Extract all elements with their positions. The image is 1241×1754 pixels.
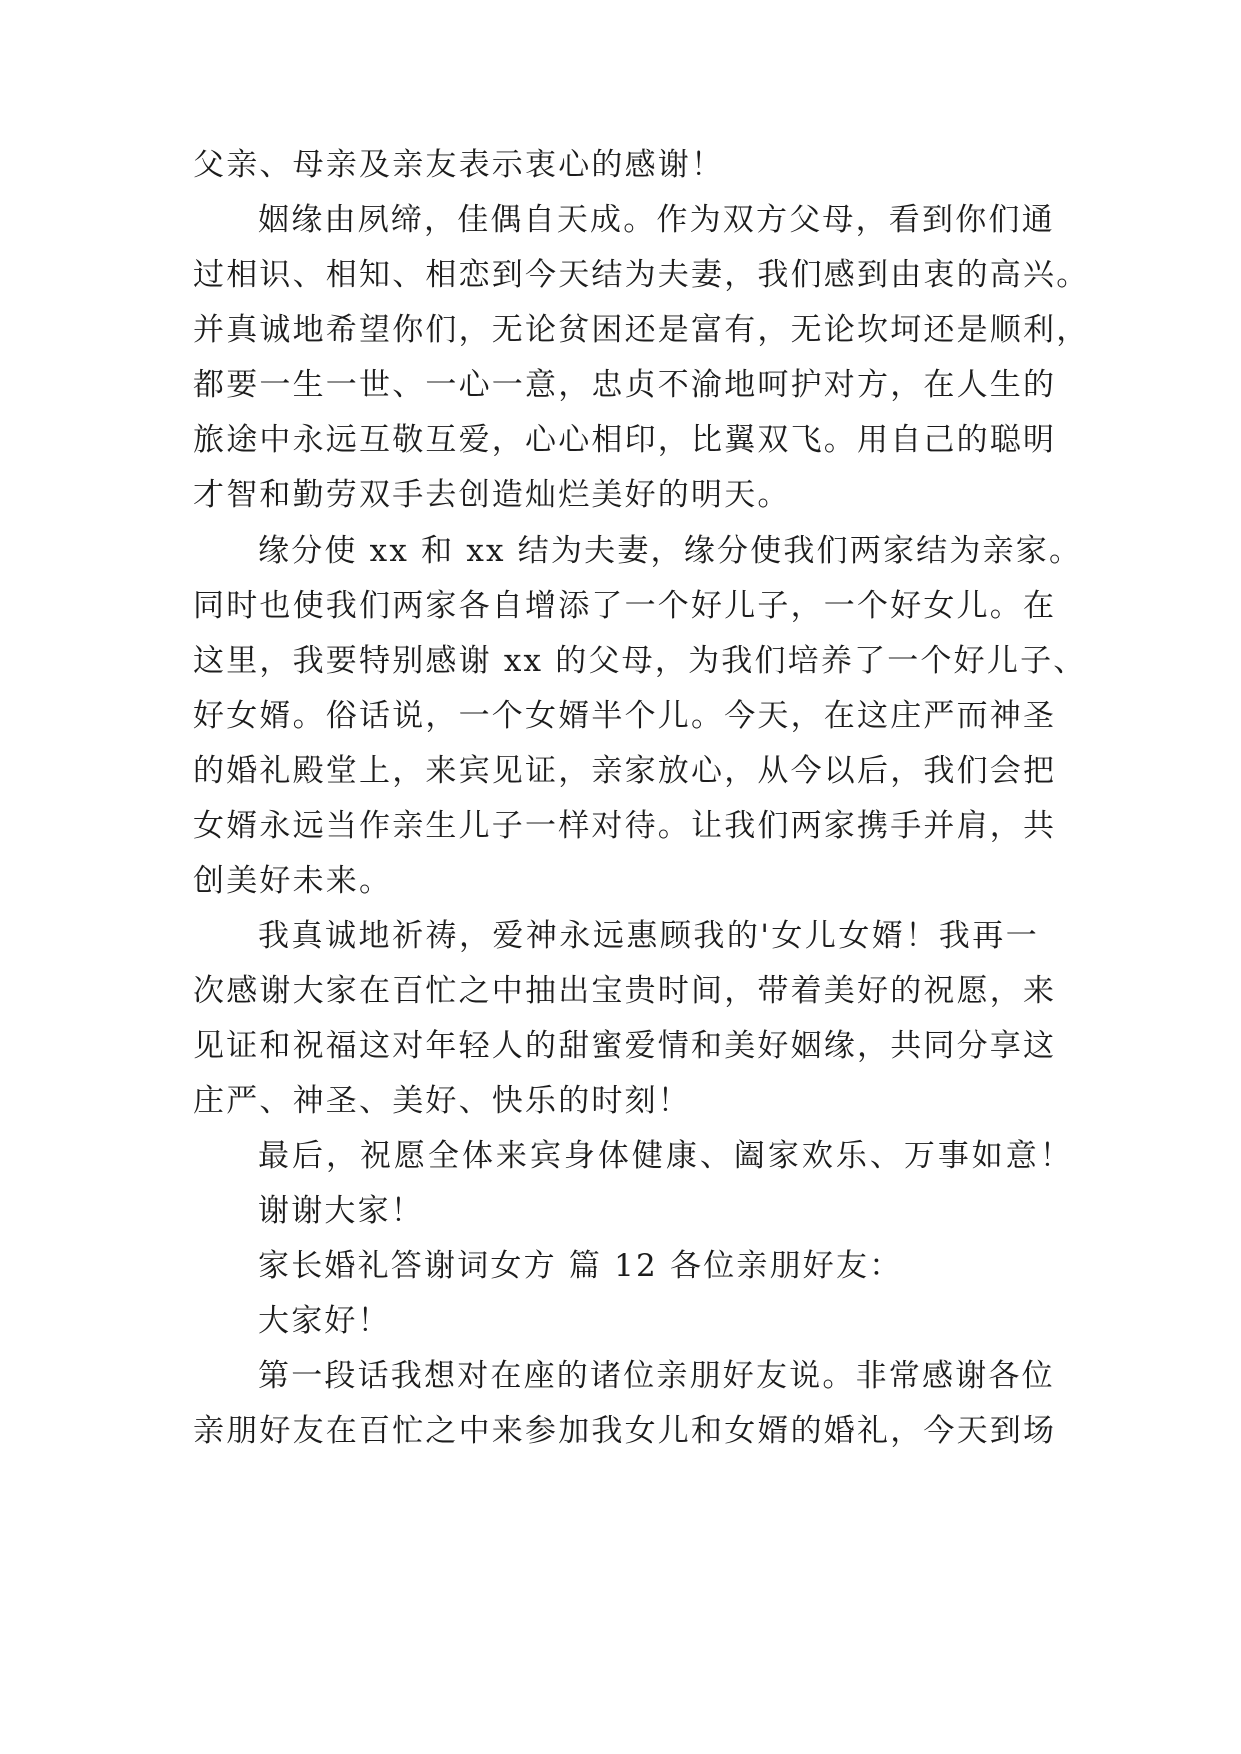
section-heading: 家长婚礼答谢词女方 篇 12 各位亲朋好友： bbox=[258, 1248, 903, 1284]
text-line: 的婚礼殿堂上，来宾见证，亲家放心，从今以后，我们会把 bbox=[193, 753, 1057, 789]
text-line: 次感谢大家在百忙之中抽出宝贵时间，带着美好的祝愿，来 bbox=[193, 973, 1057, 1009]
text-line: 同时也使我们两家各自增添了一个好儿子，一个好女儿。在 bbox=[193, 588, 1057, 624]
text-line: 好女婿。俗话说，一个女婿半个儿。今天，在这庄严而神圣 bbox=[193, 698, 1057, 734]
text-line: 庄严、神圣、美好、快乐的时刻！ bbox=[193, 1083, 691, 1119]
text-line: 过相识、相知、相恋到今天结为夫妻，我们感到由衷的高兴。 bbox=[193, 257, 1090, 293]
text-line: 并真诚地希望你们，无论贫困还是富有，无论坎坷还是顺利， bbox=[193, 312, 1090, 348]
text-line: 女婿永远当作亲生儿子一样对待。让我们两家携手并肩，共 bbox=[193, 808, 1057, 844]
text-line: 父亲、母亲及亲友表示衷心的感谢！ bbox=[193, 147, 725, 183]
text-line: 都要一生一世、一心一意，忠贞不渝地呵护对方，在人生的 bbox=[193, 367, 1057, 403]
text-line: 我真诚地祈祷，爱神永远惠顾我的'女儿女婿！我再一 bbox=[258, 918, 1039, 954]
text-line: 最后，祝愿全体来宾身体健康、阖家欢乐、万事如意！ bbox=[258, 1138, 1073, 1174]
text-line: 才智和勤劳双手去创造灿烂美好的明天。 bbox=[193, 477, 791, 513]
text-line: 见证和祝福这对年轻人的甜蜜爱情和美好姻缘，共同分享这 bbox=[193, 1028, 1057, 1064]
text-line: 这里，我要特别感谢 xx 的父母，为我们培养了一个好儿子、 bbox=[193, 643, 1087, 679]
text-line: 创美好未来。 bbox=[193, 863, 393, 899]
text-line: 大家好！ bbox=[258, 1303, 391, 1339]
text-line: 缘分使 xx 和 xx 结为夫妻，缘分使我们两家结为亲家。 bbox=[258, 533, 1083, 569]
text-line: 旅途中永远互敬互爱，心心相印，比翼双飞。用自己的聪明 bbox=[193, 422, 1057, 458]
text-line: 姻缘由夙缔，佳偶自天成。作为双方父母，看到你们通 bbox=[258, 202, 1055, 238]
text-line: 谢谢大家！ bbox=[258, 1193, 424, 1229]
text-line: 亲朋好友在百忙之中来参加我女儿和女婿的婚礼，今天到场 bbox=[193, 1413, 1057, 1449]
text-line: 第一段话我想对在座的诸位亲朋好友说。非常感谢各位 bbox=[258, 1358, 1055, 1394]
